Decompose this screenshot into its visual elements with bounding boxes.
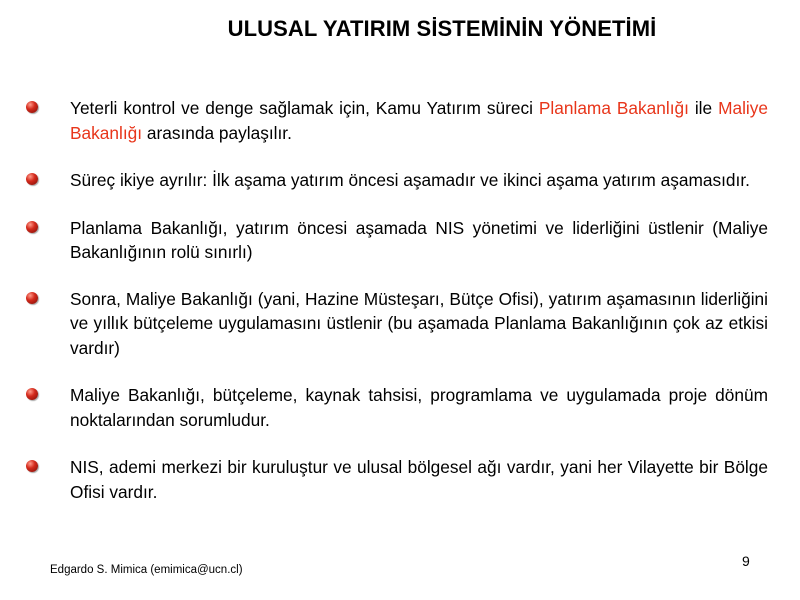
highlight-finance-ministry: Maliye Bakanlığı (70, 98, 768, 143)
footer-author: Edgardo S. Mimica (emimica@ucn.cl) (50, 564, 243, 576)
bullet-item (26, 216, 768, 265)
bullet-list (26, 96, 768, 504)
bullet-text: NIS, ademi merkezi bir kuruluştur ve ulusal bölgesel ağı vardır, yani her Vilayette bir Bölge Ofisi vardır. (70, 457, 768, 502)
red-sphere-bullet-icon (26, 221, 38, 233)
bullet-item (26, 383, 768, 432)
red-sphere-bullet-icon (26, 460, 38, 472)
red-sphere-bullet-icon (26, 101, 38, 113)
page-number: 9 (742, 553, 750, 569)
bullet-item (26, 287, 768, 361)
bullet-text: Yeterli kontrol ve denge sağlamak için, Kamu Yatırım süreci (70, 98, 539, 118)
bullet-text: Sonra, Maliye Bakanlığı (yani, Hazine Müsteşarı, Bütçe Ofisi), yatırım aşamasının liderliğini ve yıllık bütçeleme uygulamasını üstlenir (bu aşamada Planlama Bakanlığının çok az etkisi vardır) (70, 288, 768, 358)
bullet-text: arasında paylaşılır. (142, 122, 292, 143)
bullet-item (26, 168, 768, 193)
red-sphere-bullet-icon (26, 388, 38, 400)
bullet-text: Süreç ikiye ayrılır: İlk aşama yatırım öncesi aşamadır ve ikinci aşama yatırım aşamasıdır. (70, 170, 750, 190)
highlight-planning-ministry: Planlama Bakanlığı (538, 98, 689, 118)
bullet-text: Planlama Bakanlığı, yatırım öncesi aşamada NIS yönetimi ve liderliğini üstlenir (Maliye Bakanlığının rolü sınırlı) (70, 217, 768, 262)
red-sphere-bullet-icon (26, 292, 38, 304)
red-sphere-bullet-icon (26, 173, 38, 185)
bullet-text: ile (688, 98, 719, 118)
bullet-item (26, 96, 768, 145)
bullet-text: Maliye Bakanlığı, bütçeleme, kaynak tahsisi, programlama ve uygulamada proje dönüm noktalarından sorumludur. (70, 385, 768, 430)
slide-title: ULUSAL YATIRIM SİSTEMİNİN YÖNETİMİ (227, 16, 657, 41)
bullet-item (26, 455, 768, 504)
